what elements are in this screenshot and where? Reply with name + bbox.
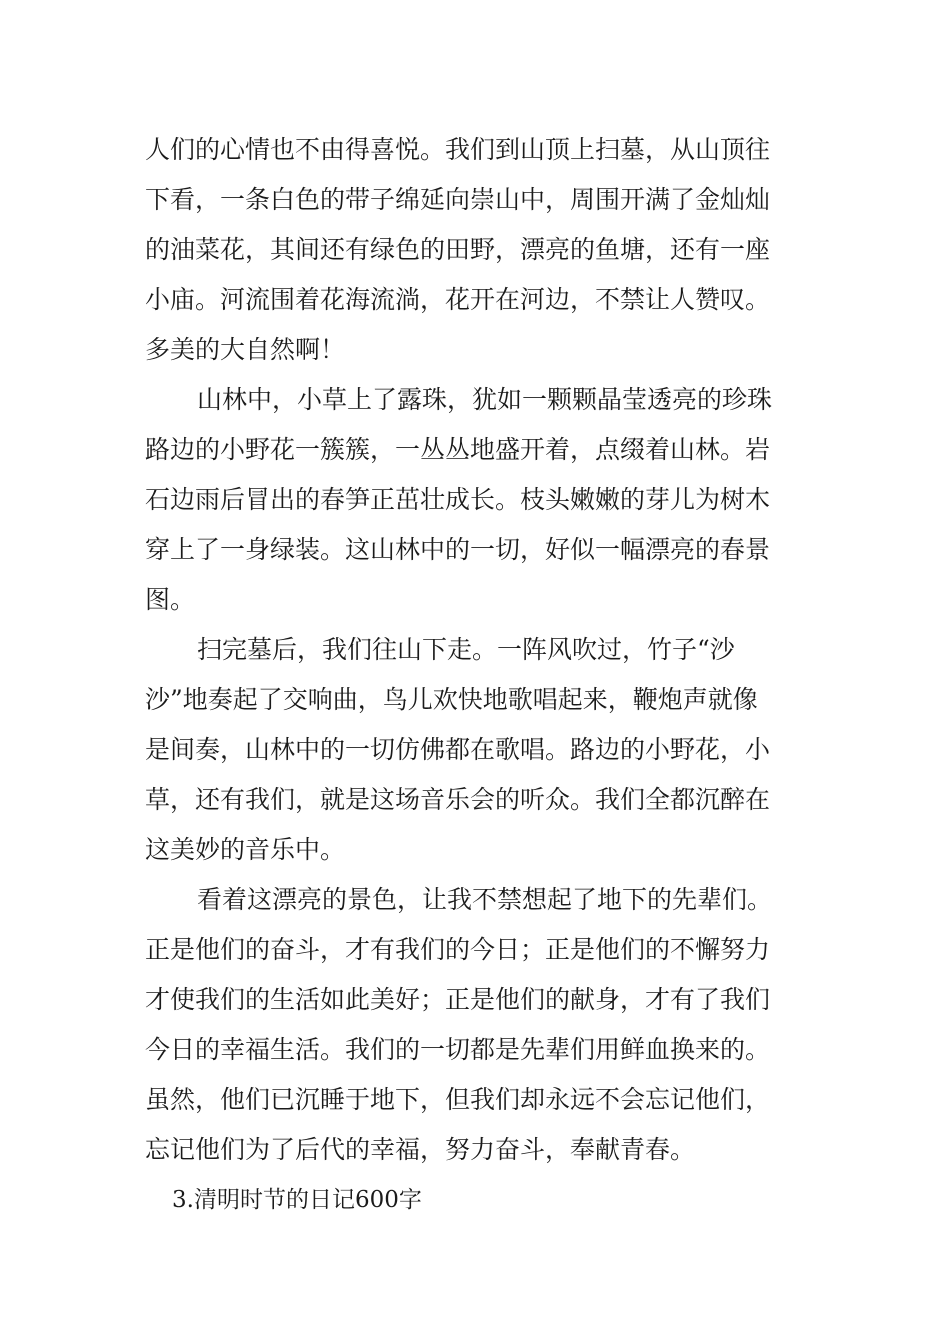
text-line: 才使我们的生活如此美好；正是他们的献身，才有了我们: [145, 985, 771, 1014]
text-line: 看着这漂亮的景色，让我不禁想起了地下的先辈们。: [197, 885, 773, 914]
text-line: 多美的大自然啊！: [145, 335, 346, 364]
text-line: 穿上了一身绿装。这山林中的一切，好似一幅漂亮的春景: [145, 535, 771, 564]
text-line: 山林中，小草上了露珠，犹如一颗颗晶莹透亮的珍珠: [197, 385, 773, 414]
text-line: 扫完墓后，我们往山下走。一阵风吹过，竹子“沙: [197, 635, 735, 664]
text-line: 小庙。河流围着花海流淌，花开在河边，不禁让人赞叹。: [145, 285, 771, 314]
text-line: 下看，一条白色的带子绵延向崇山中，周围开满了金灿灿: [145, 185, 771, 214]
text-line: 正是他们的奋斗，才有我们的今日；正是他们的不懈努力: [145, 935, 771, 964]
text-line: 的油菜花，其间还有绿色的田野，漂亮的鱼塘，还有一座: [145, 235, 771, 264]
text-line: 石边雨后冒出的春笋正茁壮成长。枝头嫩嫩的芽儿为树木: [145, 485, 771, 514]
text-line: 虽然，他们已沉睡于地下，但我们却永远不会忘记他们，: [145, 1085, 771, 1114]
text-line: 路边的小野花一簇簇，一丛丛地盛开着，点缀着山林。岩: [145, 435, 771, 464]
section-heading: 3.清明时节的日记600字: [172, 1187, 422, 1213]
text-line: 人们的心情也不由得喜悦。我们到山顶上扫墓，从山顶往: [145, 135, 771, 164]
text-line: 沙”地奏起了交响曲，鸟儿欢快地歌唱起来，鞭炮声就像: [145, 685, 758, 714]
text-line: 忘记他们为了后代的幸福，努力奋斗，奉献青春。: [145, 1135, 696, 1164]
text-line: 是间奏，山林中的一切仿佛都在歌唱。路边的小野花，小: [145, 735, 771, 764]
text-line: 这美妙的音乐中。: [145, 835, 346, 864]
text-line: 图。: [145, 585, 196, 614]
text-line: 草，还有我们，就是这场音乐会的听众。我们全都沉醉在: [145, 785, 771, 814]
text-line: 今日的幸福生活。我们的一切都是先辈们用鲜血换来的。: [145, 1035, 771, 1064]
